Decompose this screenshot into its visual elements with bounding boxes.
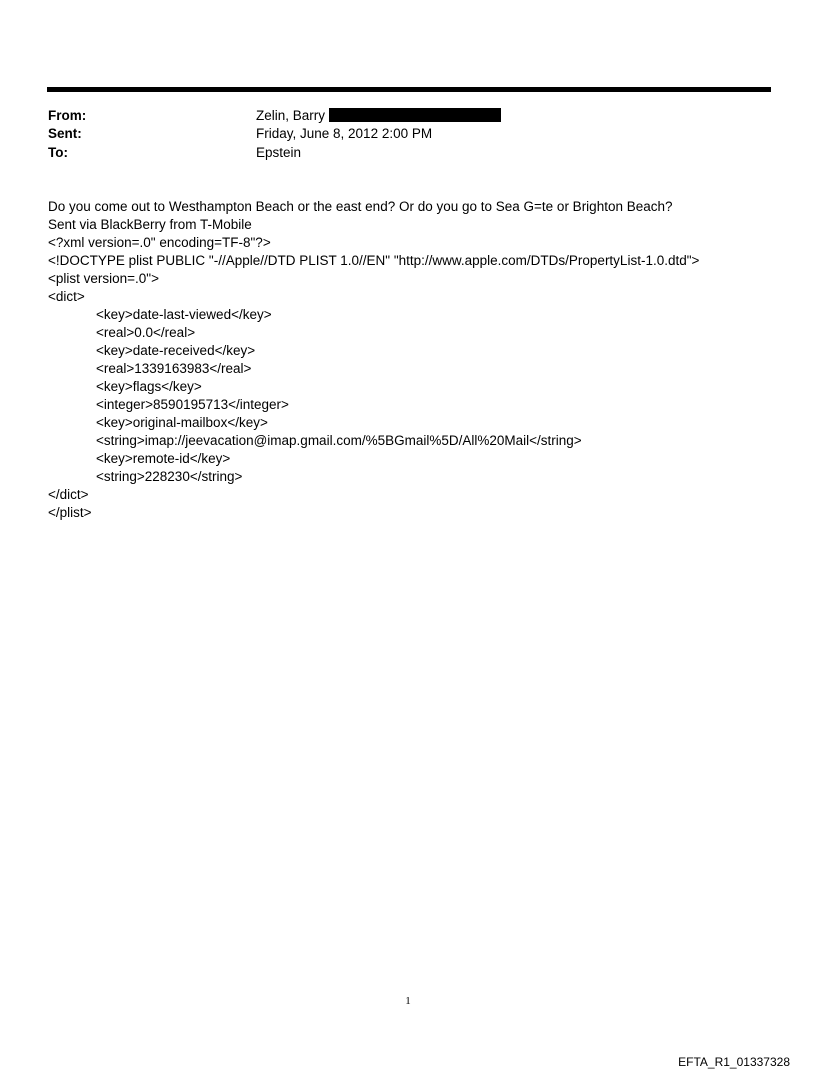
- plist-line: <plist version=.0">: [48, 271, 159, 286]
- dict-entry: <real>0.0</real>: [96, 325, 196, 340]
- dict-entry: <string>imap://jeevacation@imap.gmail.com/%5BGmail%5D/All%20Mail</string>: [96, 433, 582, 448]
- dict-entry: <key>flags</key>: [96, 379, 202, 394]
- to-value: Epstein: [256, 145, 302, 160]
- from-value: Zelin, Barry: [256, 108, 326, 123]
- plist-line: <dict>: [48, 289, 85, 304]
- plist-closing-line: </plist>: [48, 505, 92, 520]
- sent-value: Friday, June 8, 2012 2:00 PM: [256, 126, 433, 141]
- dict-entry: <string>228230</string>: [96, 469, 243, 484]
- message-text: Do you come out to Westhampton Beach or the east end? Or do you go to Sea G=te or Brighton Beach?: [48, 199, 673, 214]
- dict-entry: <integer>8590195713</integer>: [96, 397, 289, 412]
- dict-entry: <real>1339163983</real>: [96, 361, 252, 376]
- dict-entry: <key>date-last-viewed</key>: [96, 307, 272, 322]
- plist-closing-line: </dict>: [48, 487, 89, 502]
- sent-row: [48, 125, 432, 143]
- signature-text: Sent via BlackBerry from T-Mobile: [48, 217, 252, 232]
- plist-line: <!DOCTYPE plist PUBLIC "-//Apple//DTD PLIST 1.0//EN" "http://www.apple.com/DTDs/PropertyList-1.0.dtd">: [48, 253, 700, 268]
- dict-entry: <key>remote-id</key>: [96, 451, 231, 466]
- page-number: 1: [405, 995, 411, 1007]
- header-rule: [47, 87, 771, 92]
- email-body: [48, 198, 778, 522]
- from-label: From:: [48, 108, 87, 123]
- dict-entry: <key>original-mailbox</key>: [96, 415, 268, 430]
- plist-line: <?xml version=.0" encoding=TF-8"?>: [48, 235, 271, 250]
- redaction-block: [329, 108, 501, 122]
- to-label: To:: [48, 145, 68, 160]
- dict-entry: <key>date-received</key>: [96, 343, 256, 358]
- sent-label: Sent:: [48, 126, 82, 141]
- bates-number: EFTA_R1_01337328: [678, 1055, 790, 1069]
- to-row: [48, 144, 301, 162]
- from-row: [48, 107, 501, 125]
